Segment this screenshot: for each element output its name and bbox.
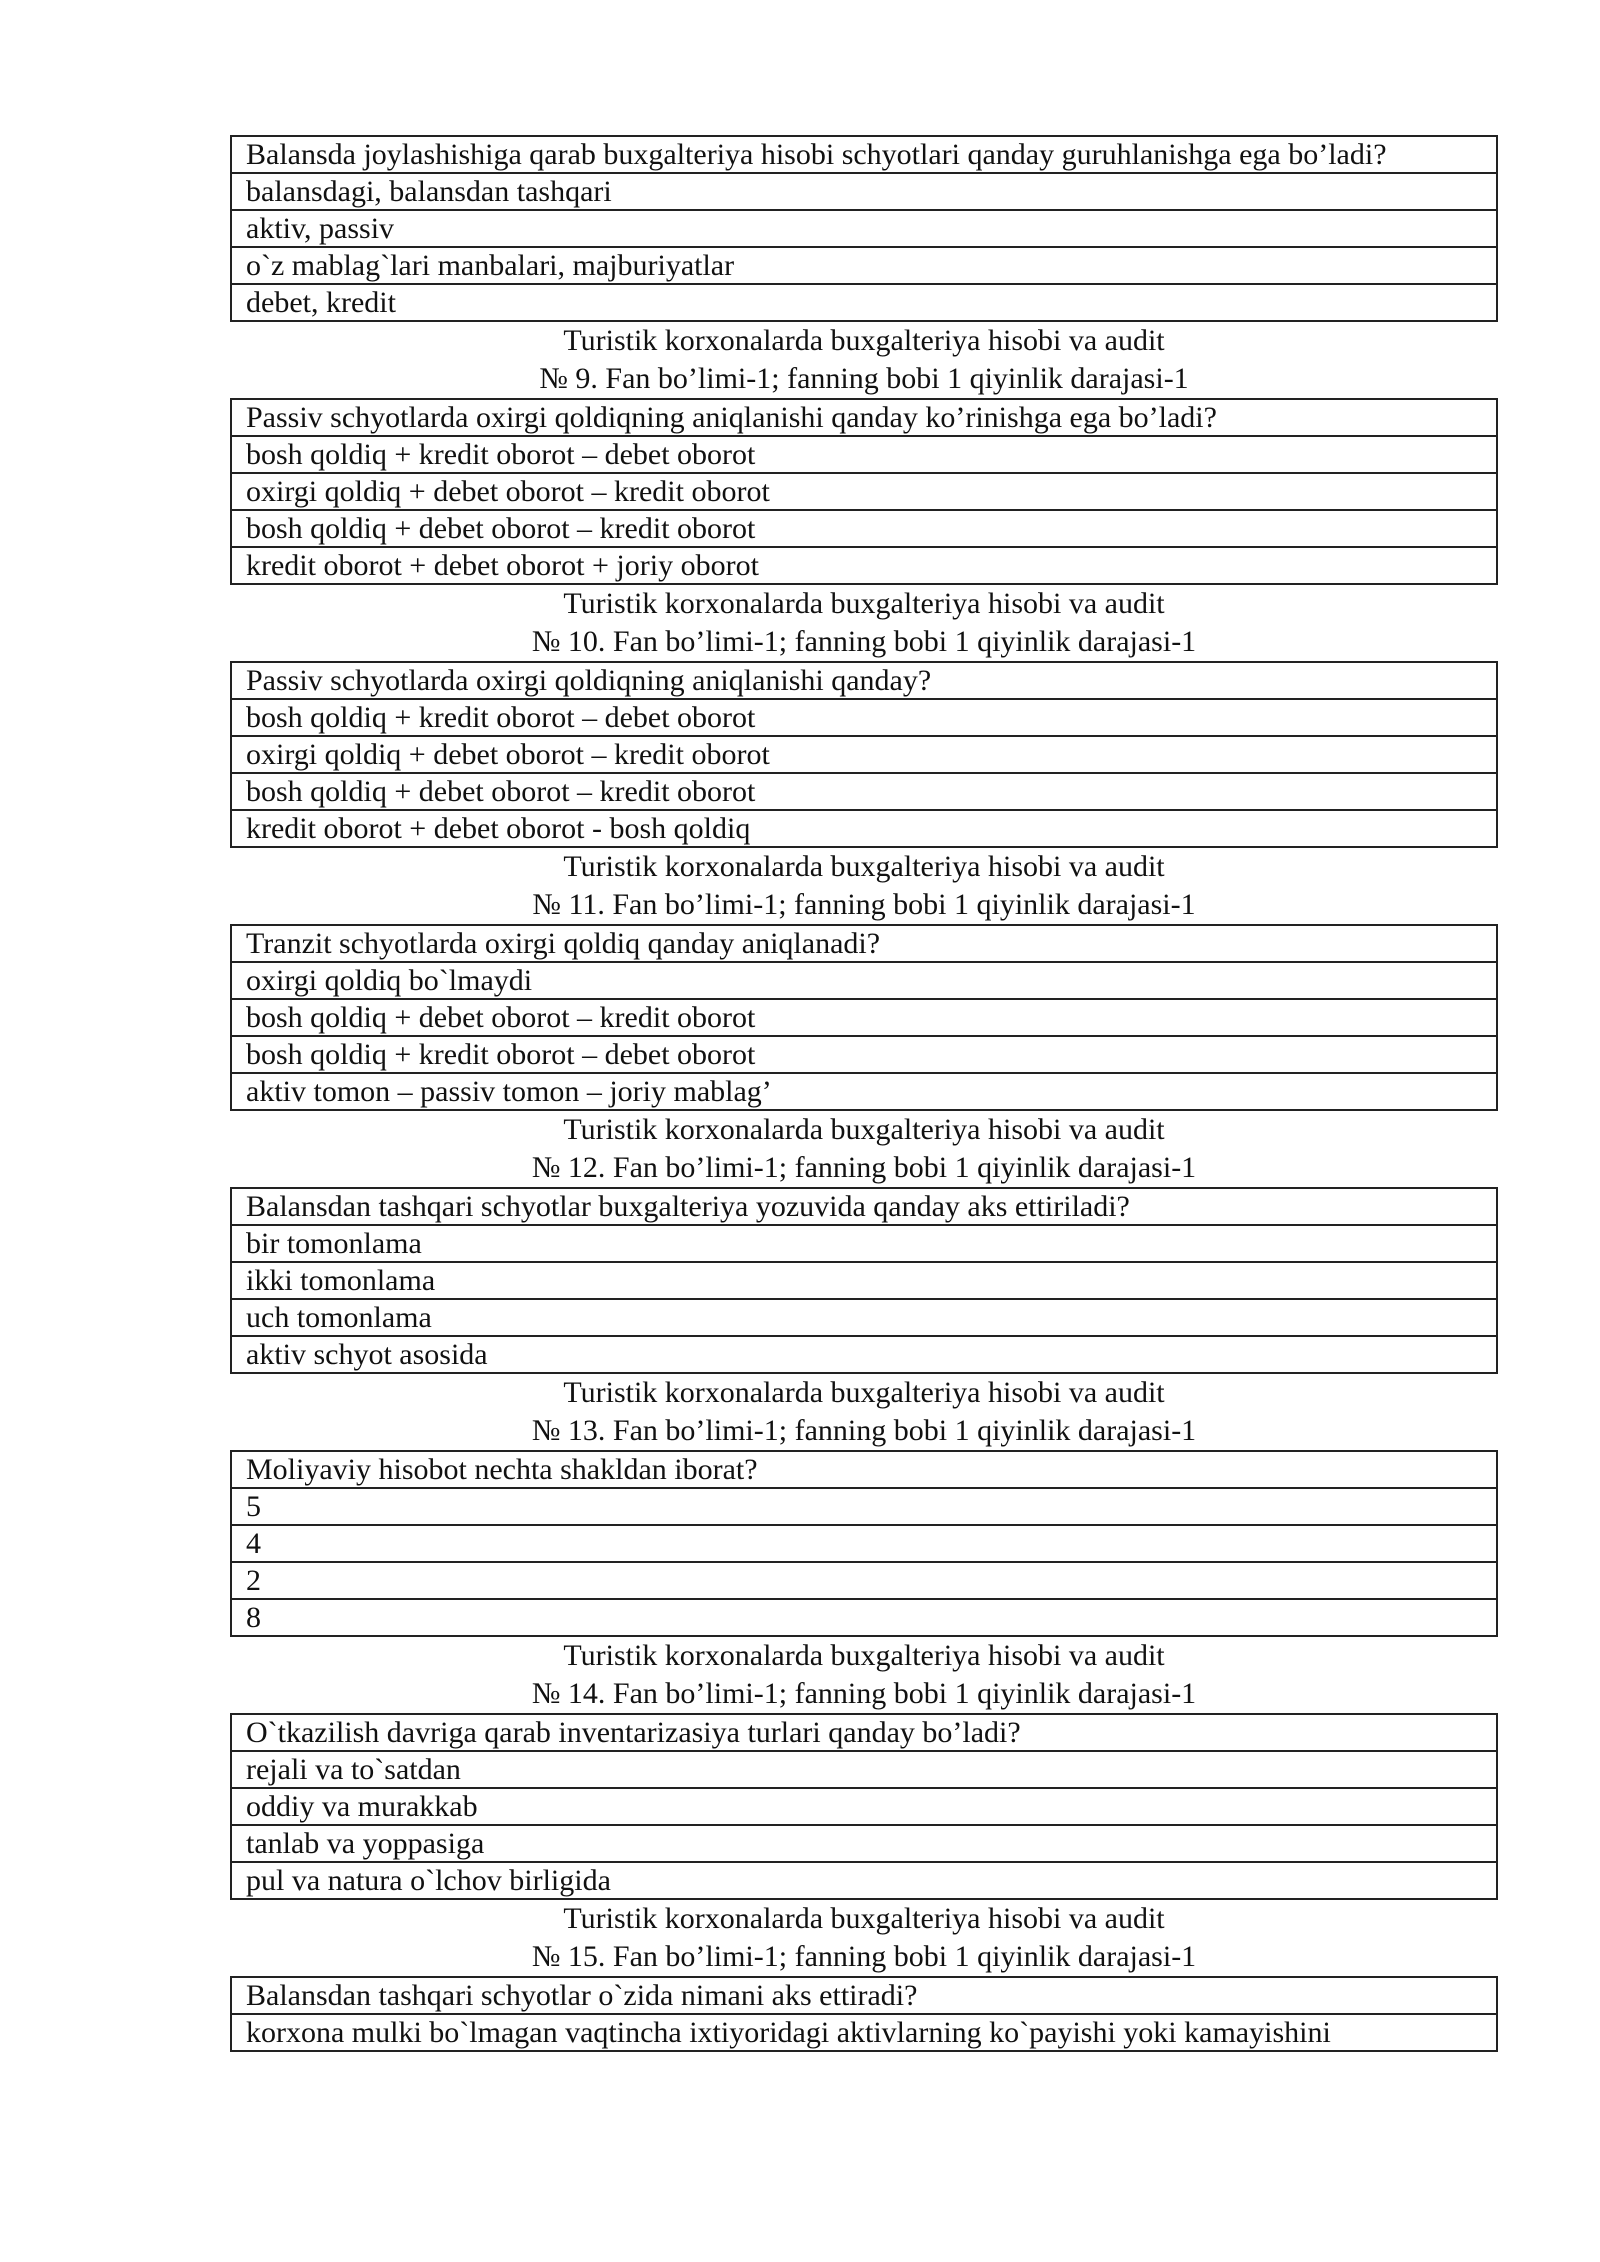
option-row xyxy=(231,773,1497,810)
option-text: oxirgi qoldiq + debet oborot – kredit oborot xyxy=(231,473,1497,510)
question-header xyxy=(230,1637,1498,1713)
question-row xyxy=(231,399,1497,436)
question-text: O`tkazilish davriga qarab inventarizasiya turlari qanday bo’ladi? xyxy=(231,1714,1497,1751)
option-text: bosh qoldiq + kredit oborot – debet oborot xyxy=(231,436,1497,473)
question-number: № 11. Fan bo’limi-1; fanning bobi 1 qiyinlik darajasi-1 xyxy=(532,888,1196,921)
question-table xyxy=(230,1187,1498,1374)
course-title: Turistik korxonalarda buxgalteriya hisobi va audit xyxy=(563,324,1165,357)
question-text: Passiv schyotlarda oxirgi qoldiqning aniqlanishi qanday ko’rinishga ega bo’ladi? xyxy=(231,399,1497,436)
option-row xyxy=(231,1862,1497,1899)
question-row xyxy=(231,1977,1497,2014)
option-text: aktiv, passiv xyxy=(231,210,1497,247)
option-row xyxy=(231,810,1497,847)
option-text: ikki tomonlama xyxy=(231,1262,1497,1299)
course-title: Turistik korxonalarda buxgalteriya hisobi va audit xyxy=(563,1902,1165,1935)
option-text: pul va natura o`lchov birligida xyxy=(231,1862,1497,1899)
option-text: balansdagi, balansdan tashqari xyxy=(231,173,1497,210)
course-title: Turistik korxonalarda buxgalteriya hisobi va audit xyxy=(563,1376,1165,1409)
option-row xyxy=(231,1336,1497,1373)
question-text: Balansdan tashqari schyotlar o`zida nimani aks ettiradi? xyxy=(231,1977,1497,2014)
question-row xyxy=(231,925,1497,962)
option-text: o`z mablag`lari manbalari, majburiyatlar xyxy=(231,247,1497,284)
question-text: Balansda joylashishiga qarab buxgalteriya hisobi schyotlari qanday guruhlanishga ega bo’ladi? xyxy=(231,136,1497,173)
question-number: № 9. Fan bo’limi-1; fanning bobi 1 qiyinlik darajasi-1 xyxy=(539,362,1189,395)
course-title: Turistik korxonalarda buxgalteriya hisobi va audit xyxy=(563,587,1165,620)
question-number: № 12. Fan bo’limi-1; fanning bobi 1 qiyinlik darajasi-1 xyxy=(531,1151,1197,1184)
option-row xyxy=(231,1751,1497,1788)
question-header xyxy=(230,585,1498,661)
option-row xyxy=(231,1073,1497,1110)
question-text: Moliyaviy hisobot nechta shakldan iborat? xyxy=(231,1451,1497,1488)
option-text: 8 xyxy=(231,1599,1497,1636)
question-table xyxy=(230,1976,1498,2052)
question-row xyxy=(231,1188,1497,1225)
option-row xyxy=(231,699,1497,736)
question-row xyxy=(231,1714,1497,1751)
option-text: bir tomonlama xyxy=(231,1225,1497,1262)
option-row xyxy=(231,1788,1497,1825)
option-text: oxirgi qoldiq bo`lmaydi xyxy=(231,962,1497,999)
question-header xyxy=(230,1374,1498,1450)
question-header xyxy=(230,322,1498,398)
option-text: kredit oborot + debet oborot - bosh qoldiq xyxy=(231,810,1497,847)
option-text: tanlab va yoppasiga xyxy=(231,1825,1497,1862)
question-number: № 13. Fan bo’limi-1; fanning bobi 1 qiyinlik darajasi-1 xyxy=(531,1414,1197,1447)
option-row xyxy=(231,1599,1497,1636)
option-text: aktiv schyot asosida xyxy=(231,1336,1497,1373)
question-header xyxy=(230,1111,1498,1187)
question-number: № 15. Fan bo’limi-1; fanning bobi 1 qiyinlik darajasi-1 xyxy=(531,1940,1197,1973)
option-text: bosh qoldiq + debet oborot – kredit oborot xyxy=(231,510,1497,547)
question-table xyxy=(230,924,1498,1111)
course-title: Turistik korxonalarda buxgalteriya hisobi va audit xyxy=(563,1639,1165,1672)
option-row xyxy=(231,284,1497,321)
option-row xyxy=(231,1562,1497,1599)
course-title: Turistik korxonalarda buxgalteriya hisobi va audit xyxy=(563,850,1165,883)
option-text: bosh qoldiq + kredit oborot – debet oborot xyxy=(231,699,1497,736)
option-row xyxy=(231,1825,1497,1862)
option-row xyxy=(231,2014,1497,2051)
option-text: 2 xyxy=(231,1562,1497,1599)
question-row xyxy=(231,136,1497,173)
option-row xyxy=(231,999,1497,1036)
option-text: bosh qoldiq + debet oborot – kredit oborot xyxy=(231,999,1497,1036)
question-number: № 10. Fan bo’limi-1; fanning bobi 1 qiyinlik darajasi-1 xyxy=(531,625,1197,658)
question-table xyxy=(230,135,1498,322)
option-row xyxy=(231,1036,1497,1073)
question-text: Balansdan tashqari schyotlar buxgalteriya yozuvida qanday aks ettiriladi? xyxy=(231,1188,1497,1225)
question-text: Passiv schyotlarda oxirgi qoldiqning aniqlanishi qanday? xyxy=(231,662,1497,699)
question-table xyxy=(230,661,1498,848)
option-text: oxirgi qoldiq + debet oborot – kredit oborot xyxy=(231,736,1497,773)
option-row xyxy=(231,436,1497,473)
option-text: uch tomonlama xyxy=(231,1299,1497,1336)
option-row xyxy=(231,962,1497,999)
option-text: debet, kredit xyxy=(231,284,1497,321)
option-text: bosh qoldiq + debet oborot – kredit oborot xyxy=(231,773,1497,810)
document-page xyxy=(230,135,1498,2052)
option-row xyxy=(231,247,1497,284)
course-title: Turistik korxonalarda buxgalteriya hisobi va audit xyxy=(563,1113,1165,1146)
question-table xyxy=(230,1713,1498,1900)
question-header xyxy=(230,848,1498,924)
option-row xyxy=(231,510,1497,547)
question-table xyxy=(230,398,1498,585)
option-text: kredit oborot + debet oborot + joriy oborot xyxy=(231,547,1497,584)
option-text: 4 xyxy=(231,1525,1497,1562)
option-row xyxy=(231,210,1497,247)
option-row xyxy=(231,1488,1497,1525)
option-row xyxy=(231,547,1497,584)
question-number: № 14. Fan bo’limi-1; fanning bobi 1 qiyinlik darajasi-1 xyxy=(531,1677,1197,1710)
option-row xyxy=(231,1525,1497,1562)
option-row xyxy=(231,473,1497,510)
option-text: rejali va to`satdan xyxy=(231,1751,1497,1788)
option-text: bosh qoldiq + kredit oborot – debet oborot xyxy=(231,1036,1497,1073)
option-text: korxona mulki bo`lmagan vaqtincha ixtiyoridagi aktivlarning ko`payishi yoki kamayishini xyxy=(231,2014,1497,2051)
option-row xyxy=(231,736,1497,773)
option-row xyxy=(231,173,1497,210)
option-text: oddiy va murakkab xyxy=(231,1788,1497,1825)
option-text: 5 xyxy=(231,1488,1497,1525)
question-text: Tranzit schyotlarda oxirgi qoldiq qanday aniqlanadi? xyxy=(231,925,1497,962)
question-row xyxy=(231,1451,1497,1488)
option-row xyxy=(231,1225,1497,1262)
option-row xyxy=(231,1262,1497,1299)
option-row xyxy=(231,1299,1497,1336)
question-table xyxy=(230,1450,1498,1637)
question-header xyxy=(230,1900,1498,1976)
question-row xyxy=(231,662,1497,699)
option-text: aktiv tomon – passiv tomon – joriy mablag’ xyxy=(231,1073,1497,1110)
